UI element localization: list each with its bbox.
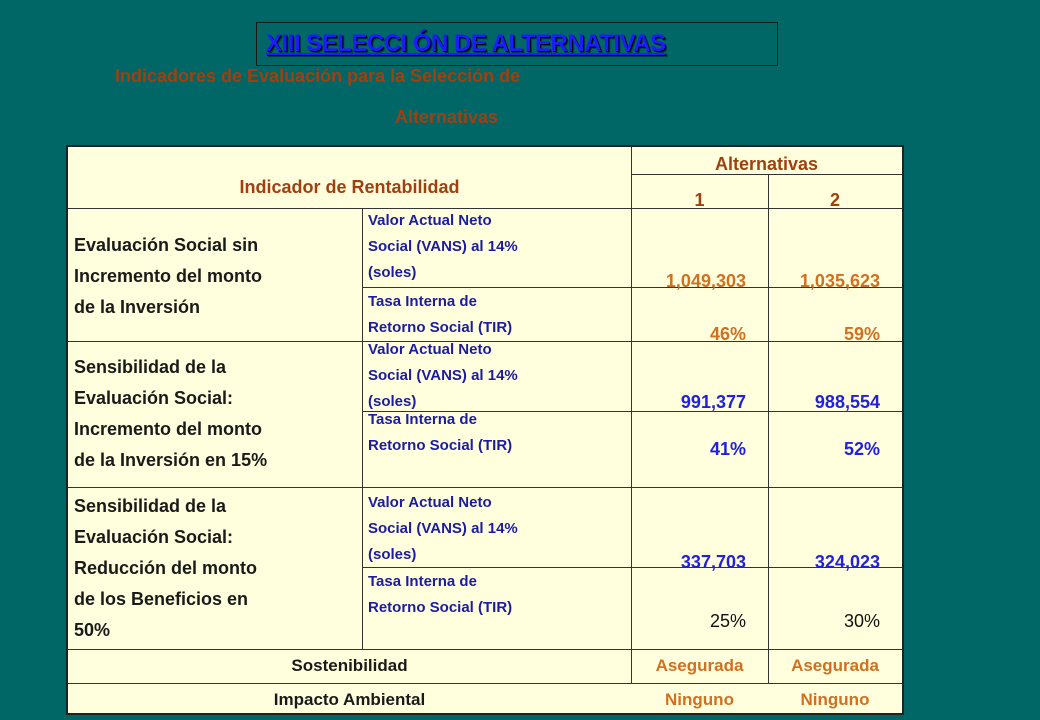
page-title: XIII SELECCI ÓN DE ALTERNATIVAS xyxy=(266,30,666,57)
section-2-row-2-label: Tasa Interna de Retorno Social (TIR) xyxy=(368,411,513,454)
section-2-vans-alt-2: 988,554 xyxy=(814,392,880,412)
section-3-vans-alt-1: 337,703 xyxy=(680,552,746,572)
section-2-label: Sensibilidad de la Evaluación Social: Incremento del monto de la Inversión en 15% xyxy=(74,357,268,470)
sostenibilidad-alt-2: Asegurada xyxy=(791,656,879,675)
section-3-tir-alt-2: 30% xyxy=(843,611,880,631)
header-indicator: Indicador de Rentabilidad xyxy=(239,177,460,197)
section-3-row-1-label: Valor Actual Neto Social (VANS) al 14% (soles) xyxy=(368,494,518,563)
section-1-tir-alt-1: 46% xyxy=(709,324,746,344)
section-3-row-2-label: Tasa Interna de Retorno Social (TIR) xyxy=(368,573,513,616)
section-3-vans-alt-2: 324,023 xyxy=(814,552,880,572)
section-1-row-2-label: Tasa Interna de Retorno Social (TIR) xyxy=(368,293,513,336)
header-alt-2: 2 xyxy=(829,190,840,210)
section-2-tir-alt-2: 52% xyxy=(843,439,880,459)
section-2-vans-alt-1: 991,377 xyxy=(680,392,746,412)
section-1-vans-alt-1: 1,049,303 xyxy=(665,271,746,291)
evaluation-table xyxy=(66,145,904,715)
section-3-label: Sensibilidad de la Evaluación Social: Reducción del monto de los Beneficios en 50% xyxy=(74,496,258,640)
impacto-alt-2: Ninguno xyxy=(800,690,870,709)
section-1-vans-alt-2: 1,035,623 xyxy=(799,271,880,291)
subtitle-line-2: Alternativas xyxy=(395,107,499,127)
section-1-label: Evaluación Social sin Incremento del monto de la Inversión xyxy=(74,235,263,317)
sostenibilidad-label: Sostenibilidad xyxy=(291,656,408,675)
impacto-label: Impacto Ambiental xyxy=(273,690,426,709)
subtitle-line-1: Indicadores de Evaluación para la Selección de xyxy=(115,66,521,86)
header-alt-1: 1 xyxy=(694,190,705,210)
header-alternatives: Alternativas xyxy=(714,154,819,174)
section-2-tir-alt-1: 41% xyxy=(709,439,746,459)
section-3-tir-alt-1: 25% xyxy=(709,611,746,631)
impacto-alt-1: Ninguno xyxy=(665,690,734,709)
section-2-row-1-label: Valor Actual Neto Social (VANS) al 14% (soles) xyxy=(368,341,518,410)
sostenibilidad-alt-1: Asegurada xyxy=(655,656,744,675)
section-1-row-1-label: Valor Actual Neto Social (VANS) al 14% (soles) xyxy=(368,212,518,281)
section-1-tir-alt-2: 59% xyxy=(843,324,880,344)
